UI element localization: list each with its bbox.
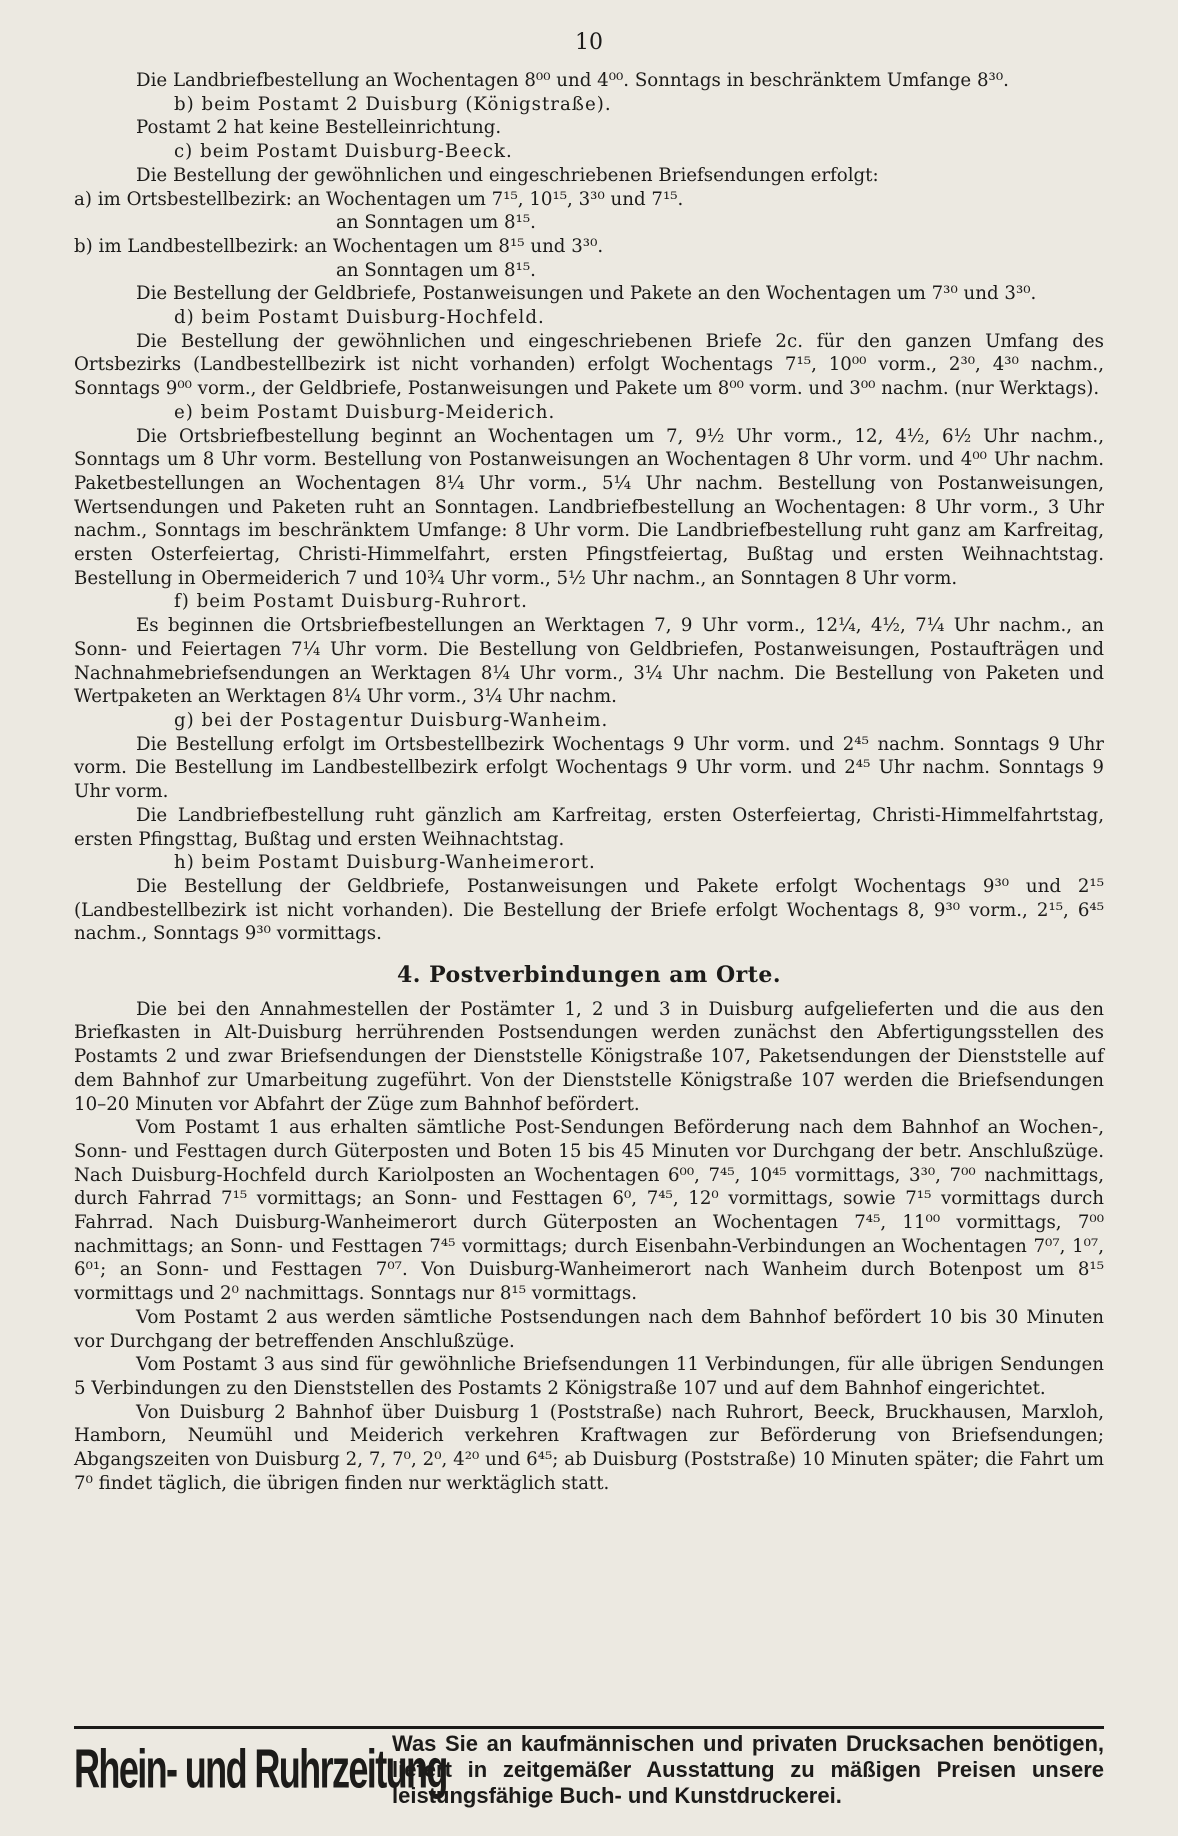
- paragraph: b) im Landbestellbezirk: an Wochentagen um 8¹⁵ und 3³⁰.: [74, 235, 604, 257]
- paragraph: an Sonntagen um 8¹⁵.: [336, 212, 536, 234]
- ad-brand-name: Rhein- und Ruhrzeitung: [74, 1738, 447, 1800]
- body-text: [74, 69, 1104, 1495]
- paragraph: Vom Postamt 2 aus werden sämtliche Postsendungen nach dem Bahnhof befördert 10 bis 30 Minuten vor Durchgang der betreffenden Anschlußzüge.: [74, 1306, 1104, 1352]
- subsection-heading: h) beim Postamt Duisburg-Wanheimerort.: [174, 852, 596, 874]
- paragraph: Vom Postamt 3 aus sind für gewöhnliche Briefsendungen 11 Verbindungen, für alle übrigen Sendungen 5 Verbindungen zu den Dienststellen des Postamts 2 Königstraße 107 und auf dem Bahnhof eingerichtet.: [74, 1354, 1104, 1399]
- paragraph: Die Landbriefbestellung ruht gänzlich am Karfreitag, ersten Osterfeiertag, Christi-Himmelfahrtstag, ersten Pfingsttag, Bußtag und ersten Weihnachtstag.: [74, 804, 1104, 850]
- paragraph: Die Ortsbriefbestellung beginnt an Wochentagen um 7, 9½ Uhr vorm., 12, 4½, 6½ Uhr nachm., Sonntags um 8 Uhr vorm. Bestellung von Postanweisungen an Wochentagen 8 Uhr vorm. und 4⁰⁰ Uhr nachm. Paketbestellungen an Wochentagen 8¼ Uhr vorm., 5¼ Uhr nachm. Bestellung von Postanweisungen, Wertsendungen und Paketen ruht an Sonntagen. Landbriefbestellung an Wochentagen: 8 Uhr vorm., 3 Uhr nachm., Sonntags im beschränktem Umfange: 8 Uhr vorm. Die Landbriefbestellung ruht ganz am Karfreitag, ersten Osterfeiertag, Christi-Himmelfahrt, ersten Pfingstfeiertag, Bußtag und ersten Weihnachtstag. Bestellung in Obermeiderich 7 und 10¾ Uhr vorm., 5½ Uhr nachm., an Sonntagen 8 Uhr vorm.: [74, 425, 1104, 589]
- paragraph: Es beginnen die Ortsbriefbestellungen an Werktagen 7, 9 Uhr vorm., 12¼, 4½, 7¼ Uhr nachm., an Sonn- und Feiertagen 7¼ Uhr vorm. Die Bestellung von Geldbriefen, Postanweisungen, Postaufträgen und Nachnahmebriefsendungen an Werktagen 8¼ Uhr vorm., 3¼ Uhr nachm. Die Bestellung von Paketen und Wertpaketen an Werktagen 8¼ Uhr vorm., 3¼ Uhr nachm.: [74, 615, 1104, 708]
- paragraph: Die Bestellung der Geldbriefe, Postanweisungen und Pakete erfolgt Wochentags 9³⁰ und 2¹⁵ (Landbestellbezirk ist nicht vorhanden). Die Bestellung der Briefe erfolgt Wochentags 8, 9³⁰ vorm., 2¹⁵, 6⁴⁵ nachm., Sonntags 9³⁰ vormittags.: [74, 875, 1104, 945]
- subsection-heading: e) beim Postamt Duisburg-Meiderich.: [174, 401, 556, 423]
- page-number: 10: [575, 30, 603, 55]
- paragraph: a) im Ortsbestellbezirk: an Wochentagen um 7¹⁵, 10¹⁵, 3³⁰ und 7¹⁵.: [74, 188, 684, 210]
- paragraph: Die Bestellung der Geldbriefe, Postanweisungen und Pakete an den Wochentagen um 7³⁰ und 3³⁰.: [136, 283, 1037, 305]
- subsection-heading: g) bei der Postagentur Duisburg-Wanheim.: [174, 709, 609, 731]
- postal-delivery-paragraphs: [74, 69, 1104, 946]
- ad-text: Was Sie an kaufmännischen und privaten Drucksachen benötigen, liefert in zeitgemäßer Ausstattung zu mäßigen Preisen unsere leistungsfähige Buch- und Kunstdruckerei.: [392, 1731, 1104, 1808]
- paragraph: Die bei den Annahmestellen der Postämter 1, 2 und 3 in Duisburg aufgelieferten und die aus den Briefkasten in Alt-Duisburg herrührenden Postsendungen werden zunächst den Abfertigungsstellen des Postamts 2 und zwar Briefsendungen der Dienststelle Königstraße 107, Paketsendungen der Dienststelle auf dem Bahnhof zur Umarbeitung zugeführt. Von der Dienststelle Königstraße 107 werden die Briefsendungen 10–20 Minuten vor Abfahrt der Züge zum Bahnhof befördert.: [74, 998, 1104, 1115]
- paragraph: Die Bestellung der gewöhnlichen und eingeschriebenen Briefe 2c. für den ganzen Umfang des Ortsbezirks (Landbestellbezirk ist nicht vorhanden) erfolgt Wochentags 7¹⁵, 10⁰⁰ vorm., 2³⁰, 4³⁰ nachm., Sonntags 9⁰⁰ vorm., der Geldbriefe, Postanweisungen und Pakete um 8⁰⁰ vorm. und 3⁰⁰ nachm. (nur Werktags).: [74, 330, 1104, 400]
- subsection-heading: b) beim Postamt 2 Duisburg (Königstraße).: [174, 93, 612, 115]
- paragraph: Die Bestellung der gewöhnlichen und eingeschriebenen Briefsendungen erfolgt:: [136, 164, 879, 186]
- paragraph: Vom Postamt 1 aus erhalten sämtliche Post-Sendungen Beförderung nach dem Bahnhof an Wochen-, Sonn- und Festtagen durch Güterposten und Boten 15 bis 45 Minuten vor Durchgang der betr. Anschlußzüge. Nach Duisburg-Hochfeld durch Kariolposten an Wochentagen 6⁰⁰, 7⁴⁵, 10⁴⁵ vormittags, 3³⁰, 7⁰⁰ nachmittags, durch Fahrrad 7¹⁵ vormittags; an Sonn- und Festtagen 6⁰, 7⁴⁵, 12⁰ vormittags, sowie 7¹⁵ vormittags durch Fahrrad. Nach Duisburg-Wanheimerort durch Güterposten an Wochentagen 7⁴⁵, 11⁰⁰ vormittags, 7⁰⁰ nachmittags; an Sonn- und Festtagen 7⁴⁵ vormittags; durch Eisenbahn-Verbindungen an Wochentagen 7⁰⁷, 1⁰⁷, 6⁰¹; an Sonn- und Festtagen 7⁰⁷. Von Duisburg-Wanheimerort nach Wanheim durch Botenpost um 8¹⁵ vormittags und 2⁰ nachmittags. Sonntags nur 8¹⁵ vormittags.: [74, 1117, 1104, 1305]
- paragraph: Die Bestellung erfolgt im Ortsbestellbezirk Wochentags 9 Uhr vorm. und 2⁴⁵ nachm. Sonntags 9 Uhr vorm. Die Bestellung im Landbestellbezirk erfolgt Wochentags 9 Uhr vorm. und 2⁴⁵ Uhr nachm. Sonntags 9 Uhr vorm.: [74, 733, 1104, 803]
- subsection-heading: c) beim Postamt Duisburg-Beeck.: [174, 141, 513, 163]
- section-title: 4. Postverbindungen am Orte.: [396, 962, 782, 989]
- paragraph: Von Duisburg 2 Bahnhof über Duisburg 1 (Poststraße) nach Ruhrort, Beeck, Bruckhausen, Marxloh, Hamborn, Neumühl und Meiderich verkehren Kraftwagen zur Beförderung von Briefsendungen; Abgangszeiten von Duisburg 2, 7, 7⁰, 2⁰, 4²⁰ und 6⁴⁵; ab Duisburg (Poststraße) 10 Minuten später; die Fahrt um 7⁰ findet täglich, die übrigen finden nur werktäglich statt.: [74, 1401, 1104, 1494]
- advertisement: [74, 1726, 1104, 1811]
- paragraph: Die Landbriefbestellung an Wochentagen 8⁰⁰ und 4⁰⁰. Sonntags in beschränktem Umfange 8³⁰.: [136, 70, 1009, 91]
- paragraph: Postamt 2 hat keine Bestelleinrichtung.: [136, 117, 502, 139]
- section-paragraphs: [74, 998, 1104, 1496]
- subsection-heading: f) beim Postamt Duisburg-Ruhrort.: [174, 591, 528, 613]
- subsection-heading: d) beim Postamt Duisburg-Hochfeld.: [174, 307, 545, 329]
- paragraph: an Sonntagen um 8¹⁵.: [336, 259, 536, 281]
